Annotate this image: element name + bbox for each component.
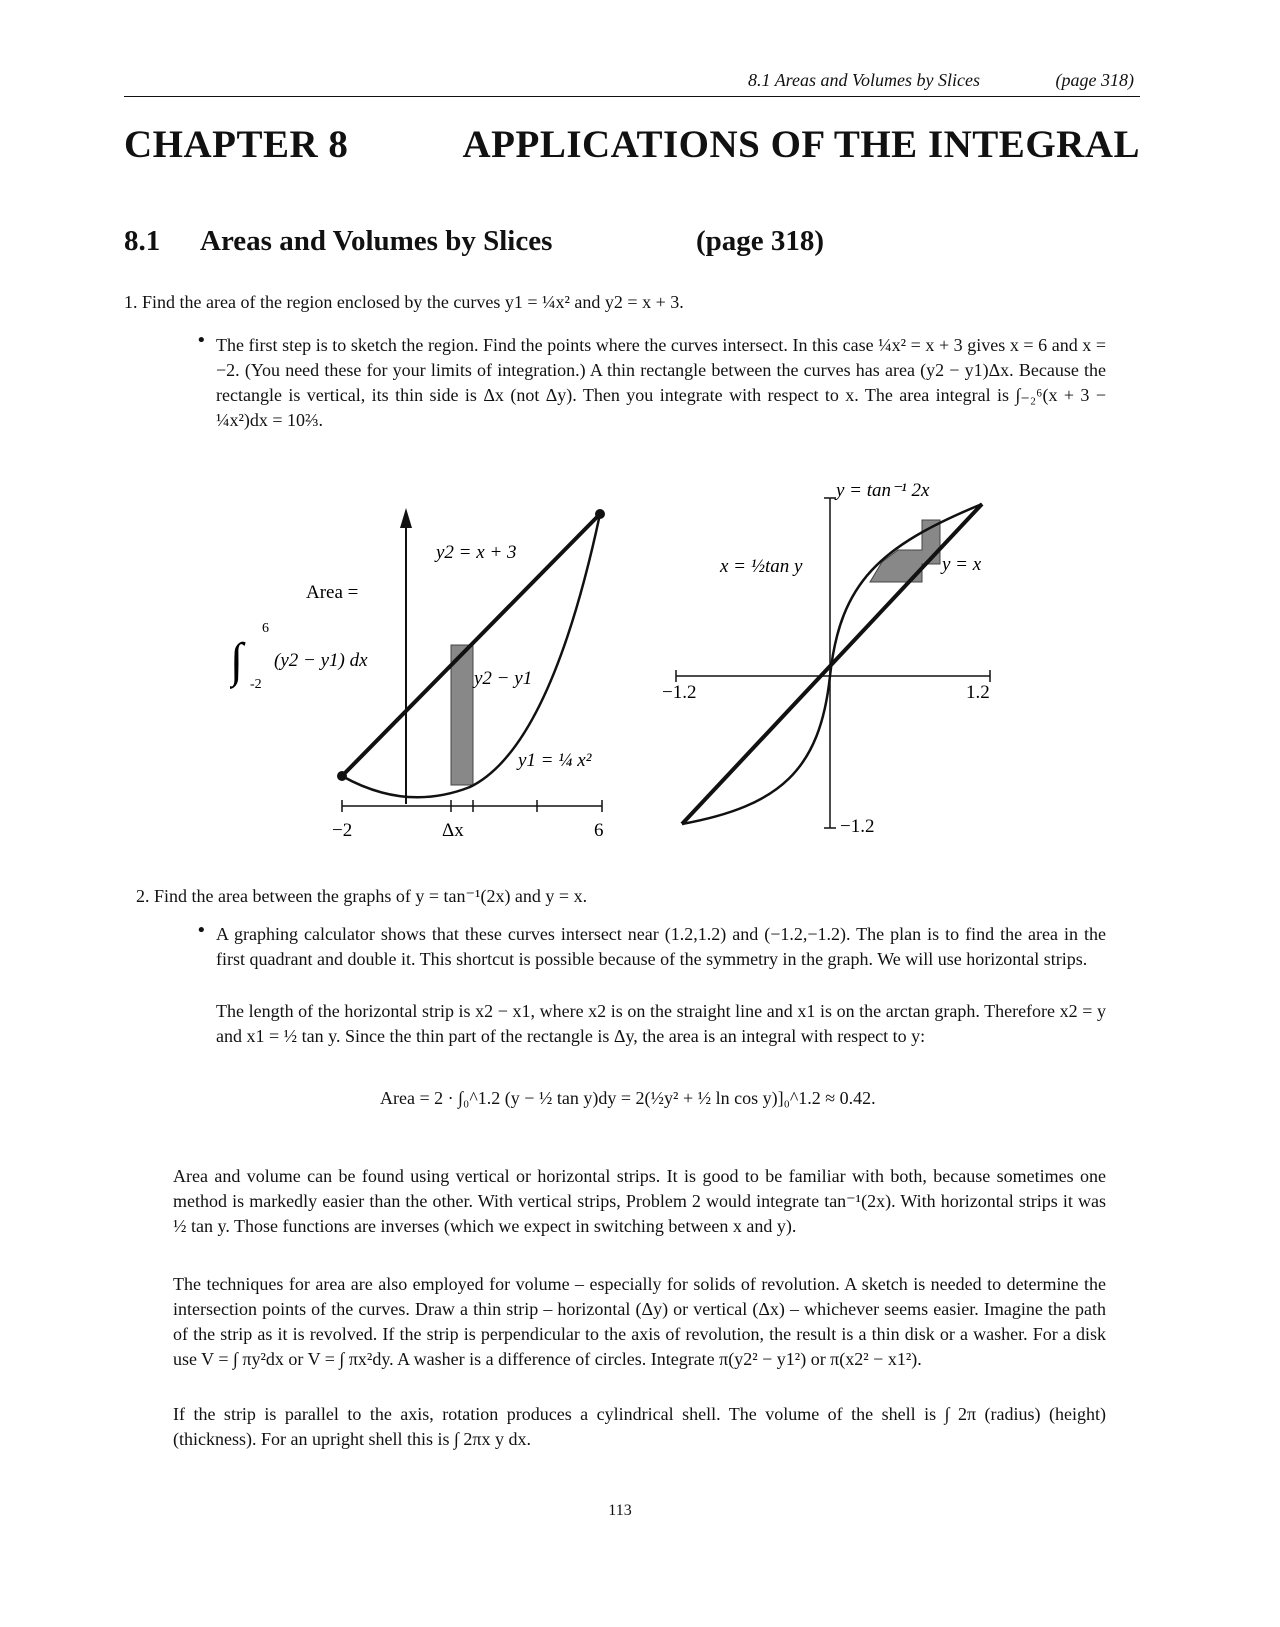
strip-label: y2 − y1 — [474, 668, 533, 689]
chapter-number: CHAPTER 8 — [124, 123, 349, 166]
bullet-icon: • — [196, 920, 207, 941]
bullet-icon: • — [196, 330, 207, 351]
problem-2-number: 2. — [136, 886, 150, 906]
parabola-label: y1 = ¼ x² — [518, 750, 592, 771]
section-name: Areas and Volumes by Slices — [200, 225, 553, 257]
page-number: 113 — [608, 1502, 632, 1519]
figure-arctan — [660, 480, 1040, 860]
tick-right-label: 6 — [594, 820, 604, 841]
running-head-section: 8.1 Areas and Volumes by Slices — [748, 70, 980, 90]
integral-upper: 6 — [262, 621, 269, 636]
area-label: Area = — [306, 582, 359, 603]
problem-2 — [136, 884, 1116, 909]
discussion-p1: Area and volume can be found using vertical or horizontal strips. It is good to be familiar with both, because sometimes one method is markedly easier than the other. With vertical strips, Problem 2 would integrate tan⁻¹(2x). With horizontal strips it was ½ tan y. Those functions are inverses (which we expect in switching between x and y). — [173, 1166, 1106, 1236]
problem-1-number: 1. — [124, 292, 138, 312]
discussion-p2: The techniques for area are also employed for volume – especially for solids of revolution. A sketch is needed to determine the intersection points of the curves. Draw a thin strip – horizontal (Δy) or vertical (Δx) – whichever seems easier. Imagine the path of the strip as it is revolved. If the strip is perpendicular to the axis of revolution, the result is a thin disk or a washer. For a disk use V = ∫ πy²dx or V = ∫ πx²dy. A washer is a difference of circles. Integrate π(y2² − y1²) or π(x2² − x1²). — [173, 1274, 1106, 1369]
intersection-right — [595, 509, 605, 519]
section-number: 8.1 — [124, 225, 161, 257]
shaded-strip — [451, 645, 473, 785]
intersection-left — [337, 771, 347, 781]
solution-2-p2: The length of the horizontal strip is x2 − x1, where x2 is on the straight line and x1 is on the arctan graph. Therefore x2 = y and x1 = ½ tan y. Since the thin part of the rectangle is Δy, the area is an integral with respect to y: — [216, 1001, 1106, 1046]
section-title — [124, 225, 924, 265]
running-head-page: (page 318) — [1055, 70, 1134, 90]
discussion-p3: If the strip is parallel to the axis, rotation produces a cylindrical shell. The volume of the shell is ∫ 2π (radius) (height) (thickness). For an upright shell this is ∫ 2πx y dx. — [173, 1404, 1106, 1449]
running-head — [124, 66, 1140, 97]
tick-neg-x-label: −1.2 — [662, 682, 697, 703]
diag-label: y = x — [942, 554, 982, 575]
inverse-label: x = ½tan y — [720, 556, 803, 577]
tick-left-label: −2 — [332, 820, 353, 841]
section-page: (page 318) — [696, 225, 825, 257]
figure-parabola-line — [230, 490, 630, 850]
problem-1 — [124, 290, 1124, 315]
chapter-name: APPLICATIONS OF THE INTEGRAL — [462, 123, 1140, 166]
solution-2-p1: A graphing calculator shows that these curves intersect near (1.2,1.2) and (−1.2,−1.2). The plan is to find the area in the first quadrant and double it. This shortcut is possible because of the symmetry in the graph. We will use horizontal strips. — [216, 924, 1106, 969]
problem-2-statement: Find the area between the graphs of y = tan⁻¹(2x) and y = x. — [154, 886, 588, 906]
integral-sign-icon: ∫ — [230, 634, 244, 687]
integral-lower: -2 — [250, 677, 262, 692]
tick-neg-y-label: −1.2 — [840, 816, 875, 837]
arctan-label: y = tan⁻¹ 2x — [836, 480, 930, 501]
tick-mid-label: Δx — [442, 820, 464, 841]
problem-1-statement: Find the area of the region enclosed by the curves y1 = ¼x² and y2 = x + 3. — [142, 292, 684, 312]
tick-pos-x-label: 1.2 — [966, 682, 990, 703]
integrand-label: (y2 − y1) dx — [274, 650, 368, 671]
y-axis-arrow-icon — [400, 508, 412, 528]
line-label: y2 = x + 3 — [436, 542, 517, 563]
display-equation: Area = 2 · ∫₀^1.2 (y − ½ tan y)dy = 2(½y² + ½ ln cos y)]₀^1.2 ≈ 0.42. — [380, 1088, 876, 1108]
solution-1: The first step is to sketch the region. Find the points where the curves intersect. In this case ¼x² = x + 3 gives x = 6 and x = −2. (You need these for your limits of integration.) A thin rectangle between the curves has area (y2 − y1)Δx. Because the rectangle is vertical, its thin side is Δx (not Δy). Then you integrate with respect to x. The area integral is ∫₋₂⁶(x + 3 − ¼x²)dx = 10⅔. — [216, 335, 1106, 430]
